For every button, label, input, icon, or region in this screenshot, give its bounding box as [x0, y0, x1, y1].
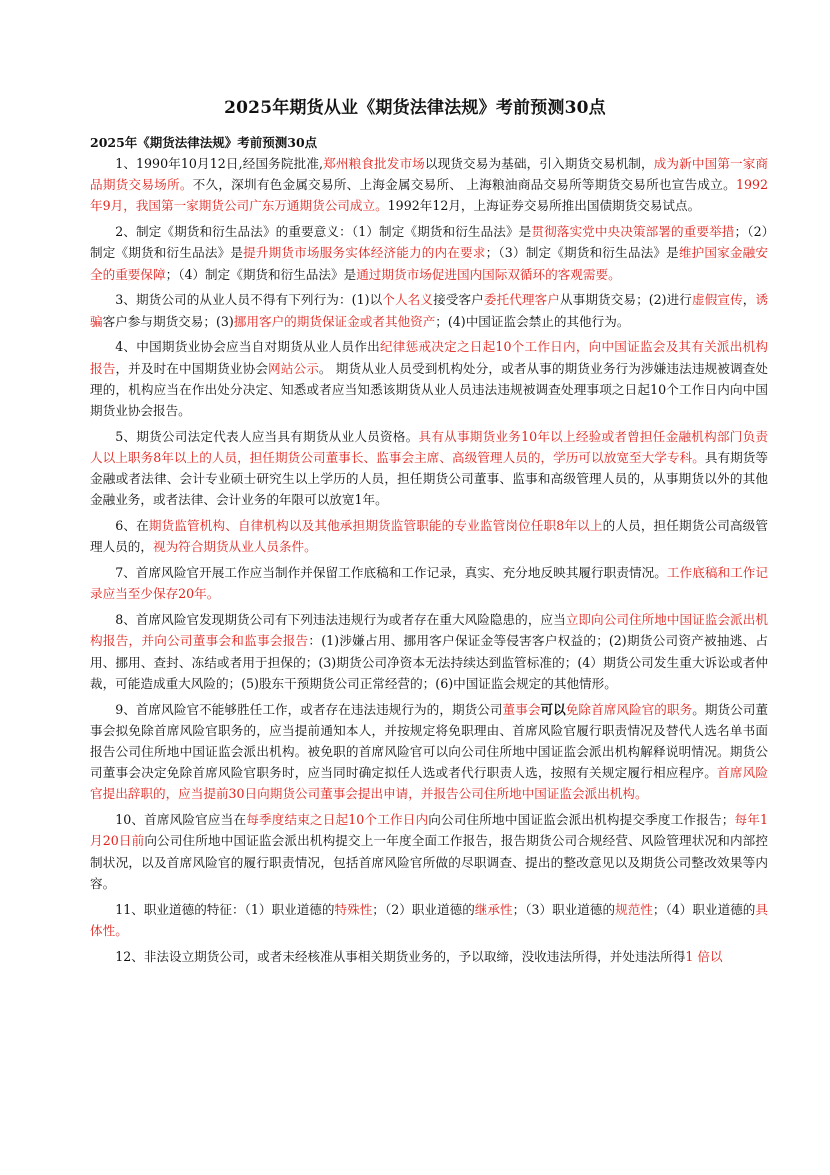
paragraph-11 — [90, 899, 768, 941]
body-text: 5、期货公司法定代表人应当具有期货从业人员资格。 — [115, 428, 419, 444]
paragraph-10 — [90, 809, 768, 894]
paragraph-5 — [90, 426, 768, 511]
body-text: 1992年12月，上海证券交易所推出国债期货交易试点。 — [387, 198, 701, 214]
paragraph-1 — [90, 153, 768, 217]
highlighted-text: 委托代理客户 — [483, 292, 560, 308]
highlighted-text: 规范性 — [615, 901, 653, 917]
paragraph-7 — [90, 562, 768, 604]
highlighted-text: 工作底稿和工作记录应当至少保存20年。 — [90, 565, 769, 602]
highlighted-text: 期货监管机构、自律机构以及其他承担期货监管职能的专业监管岗位任职8年以上 — [148, 518, 603, 534]
highlighted-text: 网站公示 — [268, 360, 319, 376]
body-text: ；（2）职业道德的 — [372, 901, 475, 917]
body-text: 客户参与期货交易；(3) — [102, 313, 234, 329]
body-text: 10、首席风险官应当在 — [115, 812, 247, 828]
paragraph-9 — [90, 699, 768, 805]
highlighted-text: 郑州粮食批发市场 — [323, 156, 425, 171]
body-text: 7、首席风险官开展工作应当制作并保留工作底稿和工作记录，真实、充分地反映其履行职责情况。 — [115, 565, 667, 581]
highlighted-text: 1 倍以 — [685, 948, 723, 964]
highlighted-text: 立即向公司住所地中国证监会派出机构报告，并向公司董事会和监事会报告 — [90, 612, 769, 649]
body-text: 3、期货公司的从业人员不得有下列行为：(1)以 — [115, 292, 383, 308]
body-text: 具有期货等金融或者法律、会计专业硕士研究生以上学历的人员，担任期货公司董事、监事和高级管理人员的，从事期货以外的其他金融业务，或者法律、会计业务的年限可以放宽1年。 — [90, 450, 769, 508]
body-text: ， — [742, 292, 756, 308]
body-text: 。期货公司董事会拟免除首席风险官职务的，应当提前通知本人，并按规定将免职理由、首席风险官履行职责情况及替代人选名单书面报告公司住所地中国证监会派出机构。被免职的首席风险官可以向公司住所地中国证监会派出机构解释说明情况。期货公司董事会决定免除首席风险官职务时，应当同时确定拟任人选或者代行职责人选，按照有关规定履行相应程序。 — [90, 701, 769, 781]
highlighted-text: 特殊性 — [334, 901, 373, 917]
highlighted-text: 具有从事期货业务10年以上经验或者曾担任金融机构部门负责人以上职务8年以上的人员，担任期货公司董事长、监事会主席、高级管理人员的，学历可以放宽至大学专科。 — [90, 428, 769, 466]
body-text: ；（3）职业道德的 — [512, 901, 616, 917]
highlighted-text: 挪用客户的期货保证金或者其他资产 — [233, 313, 436, 329]
body-text: ；（2）制定《期货和衍生品法》是 — [90, 224, 768, 261]
body-text: 接受客户 — [433, 292, 484, 308]
highlighted-text: 成为新中国第一家商品期货交易场所。 — [90, 156, 769, 193]
body-text: 8、首席风险官发现期货公司有下列违法违规行为或者存在重大风险隐患的，应当 — [115, 612, 566, 628]
document-subtitle: 2025年《期货法律法规》考前预测30点 — [90, 135, 318, 150]
highlighted-text: 具体性。 — [90, 901, 768, 938]
body-text: 向公司住所地中国证监会派出机构提交季度工作报告； — [428, 812, 735, 828]
paragraph-8 — [90, 609, 768, 694]
highlighted-text: 维护国家金融安全的重要保障 — [90, 245, 769, 282]
highlighted-text: 提升期货市场服务实体经济能力的内在要求 — [243, 245, 486, 261]
body-text: 向公司住所地中国证监会派出机构提交上一年度全面工作报告，报告期货公司合规经营、风险管理状况和内部控制状况，以及首席风险官的履行职责情况，包括首席风险官所做的尽职调查、提出的整改意见以及期货公司整改效果等内容。 — [90, 833, 769, 891]
highlighted-text: 继承性 — [474, 901, 513, 917]
body-text: 11、职业道德的特征：（1）职业道德的 — [115, 901, 335, 917]
document-title: 2025年期货从业《期货法律法规》考前预测30点 — [224, 98, 606, 118]
body-text: 2、制定《期货和衍生品法》的重要意义：（1）制定《期货和衍生品法》是 — [115, 224, 532, 240]
highlighted-text: 每年1月20日前 — [90, 812, 769, 849]
highlighted-text: 首席风险官提出辞职的，应当提前30日向期货公司董事会提出申请，并报告公司住所地中国证监会派出机构。 — [90, 765, 769, 802]
highlighted-text: 视为符合期货从业人员条件。 — [152, 539, 317, 555]
body-text: 。 期货从业人员受到机构处分，或者从事的期货业务行为涉嫌违法违规被调查处理的，机构应当在作出处分决定、知悉或者应当知悉该期货从业人员违法违规被调查处理事项之日起10个工作日内向中国期货业协会报告。 — [90, 360, 769, 419]
highlighted-text: 个人名义 — [382, 292, 434, 308]
body-text: 6、在 — [115, 518, 149, 534]
body-text: 不久，深圳有色金属交易所、上海金属交易所、 上海粮油商品交易所等期货交易所也宣告成立。 — [192, 177, 736, 193]
highlighted-text: 免除首席风险官的职务 — [565, 701, 693, 717]
paragraph-6 — [90, 515, 768, 557]
body-text: ：(1)涉嫌占用、挪用客户保证金等侵害客户权益的；(2)期货公司资产被抽逃、占用、挪用、查封、冻结或者用于担保的；(3)期货公司净资本无法持续达到监管标准的；(4）期货公司发生重大诉讼或者仲裁，可能造成重大风险的；(5)股东干预期货公司正常经营的；(6)中国证监会规定的其他情形。 — [90, 633, 768, 691]
highlighted-text: 纪律惩戒决定之日起10个工作日内，向中国证监会及其有关派出机构报告 — [90, 339, 768, 376]
paragraph-3 — [90, 289, 768, 331]
body-text: ；（3）制定《期货和衍生品法》是 — [485, 245, 679, 261]
body-text: 9、首席风险官不能够胜任工作，或者存在违法违规行为的，期货公司 — [115, 701, 503, 717]
body-text: 的人员，担任期货公司高级管理人员的， — [90, 518, 769, 555]
highlighted-text: 每季度结束之日起10个工作日内 — [246, 812, 429, 828]
body-text: 1、1990年10月12日,经国务院批准, — [115, 156, 324, 171]
body-text: 4、中国期货业协会应当自对期货从业人员作出 — [115, 339, 380, 355]
body-text: ；（4）职业道德的 — [652, 901, 756, 917]
paragraph-4 — [90, 336, 768, 421]
highlighted-text: 虚假宣传 — [692, 292, 743, 308]
body-text: ；（4）制定《期货和衍生品法》是 — [165, 266, 357, 282]
highlighted-text: 董事会 — [502, 701, 541, 717]
body-text: 以现货交易为基础，引入期货交易机制， — [424, 156, 654, 171]
highlighted-text: 通过期货市场促进国内国际双循环的客观需要。 — [356, 266, 621, 282]
highlighted-text: 诱骗 — [90, 292, 769, 329]
body-text: 12、非法设立期货公司，或者未经核准从事相关期货业务的，予以取缔，没收违法所得，并处违法所得 — [115, 948, 686, 964]
document-body — [90, 153, 768, 971]
paragraph-12 — [90, 946, 768, 967]
paragraph-2 — [90, 221, 768, 285]
highlighted-text: 1992年9月，我国第一家期货公司广东万通期货公司成立。 — [90, 177, 768, 214]
body-text: ，并及时在中国期货业协会 — [115, 360, 269, 376]
body-text: ；(4)中国证监会禁止的其他行为。 — [435, 313, 630, 329]
highlighted-text: 贯彻落实党中央决策部署的重要举措 — [531, 224, 735, 240]
body-text: 从事期货交易；(2)进行 — [559, 292, 692, 308]
body-text: 可以 — [540, 701, 566, 717]
